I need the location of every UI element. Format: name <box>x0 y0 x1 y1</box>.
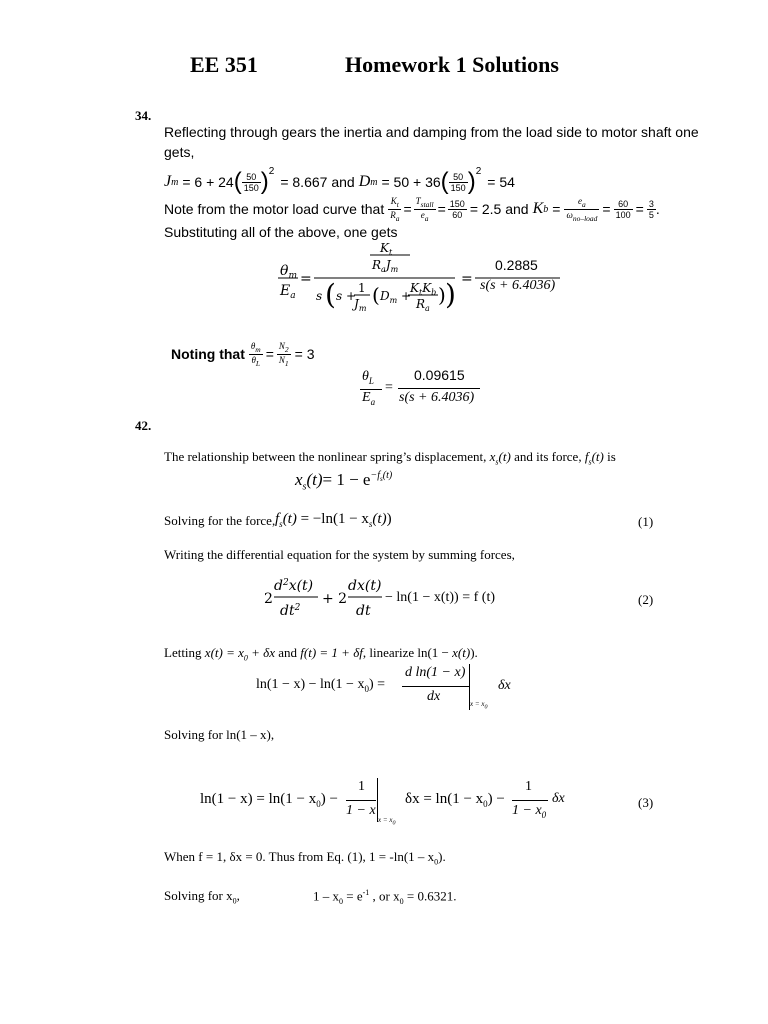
ra-jm: $R_aJ_m$ <box>372 258 399 274</box>
jm-square: 2 <box>268 166 275 177</box>
lin-lhs: $\ln(1 - x) - \ln(1 - x_0)$ = <box>256 677 386 694</box>
eq3-bar-b <box>512 800 548 801</box>
lin-num: d ln(1 − x) <box>405 665 466 680</box>
eq2-dt2: $dt^2$ <box>280 603 301 619</box>
dm-paren-close: ) <box>467 168 476 195</box>
eq2-plus: + 2 <box>322 591 348 607</box>
big-paren-open: ( <box>325 278 336 311</box>
letting-text: Letting $x(t) = x_0 + \delta x$ and f(t) = 1 + δf, linearize ln(1 − x(t)). <box>164 645 478 663</box>
frac-5: 5 <box>648 209 654 220</box>
kt-over-ra: $\frac{K_t}{R_a}$ <box>390 195 400 223</box>
s-plus: s + <box>336 289 357 303</box>
course-code: EE 351 <box>190 52 258 77</box>
equals-1: = <box>403 201 412 217</box>
kb-symbol: K <box>532 200 544 217</box>
lin-eval: $x = x_0$ <box>470 700 488 711</box>
equals-4: = <box>602 201 611 217</box>
ktkb-top: $K_tK_b$ <box>410 281 437 297</box>
tstall-over-ea: $\frac{T_{stall}}{e_a}$ <box>415 195 434 223</box>
ea-over-omega: $\frac{e_a}{\omega_{no-load}}$ <box>566 195 598 223</box>
kt-value: = 2.5 and <box>469 201 529 217</box>
eq2-d2x: $d^2x(t)$ <box>274 578 314 594</box>
ea-den-symbol: $E_a$ <box>280 283 296 301</box>
frac-3: 3 <box>648 198 654 209</box>
theta-l-symbol: $\theta_L$ <box>362 369 374 386</box>
eq3-label: (3) <box>638 795 654 810</box>
note-period: . <box>655 201 660 217</box>
delta-x-2: δx <box>552 791 565 806</box>
eq2-label: (2) <box>638 592 654 607</box>
noting-that-line: Noting that $\frac{\theta_m}{\theta_L}$ = $\frac{N_2}{N_1}$ = 3 <box>171 340 315 368</box>
noting-value: = 3 <box>294 346 315 362</box>
dm-symbol: D <box>358 173 371 190</box>
solving-x0-text: Solving for $x_0$, <box>164 888 240 906</box>
tf2-den: s(s + 6.4036) <box>399 390 475 405</box>
omega-symbol: ω <box>566 209 573 220</box>
stall-sub: stall <box>420 199 434 209</box>
frac-3-5 <box>647 199 656 220</box>
inner-paren-open: ( <box>372 283 380 307</box>
jm-expr: = 6 + 24 <box>182 174 234 190</box>
eq3-den-a: 1 − x <box>346 803 376 818</box>
inner-paren-close: ) <box>438 283 446 307</box>
eq3-one-a: 1 <box>358 779 365 794</box>
solving-ln-text: Solving for ln(1 – x), <box>164 727 275 742</box>
frac-60: 60 <box>452 209 463 220</box>
page-title: Homework 1 Solutions <box>345 52 559 77</box>
theta-ratio: $\frac{\theta_m}{\theta_L}$ <box>250 340 261 368</box>
n-ratio: $\frac{N_2}{N_1}$ <box>278 340 289 368</box>
delta-x-1: δx <box>498 678 511 693</box>
s-den: s <box>316 289 323 303</box>
jm-fraction <box>242 172 261 193</box>
substituting-text: Substituting all of the above, one gets <box>164 224 398 240</box>
big-paren-close: ) <box>445 278 456 311</box>
jm-den: $J_m$ <box>354 297 367 313</box>
solving-force-text: Solving for the force, <box>164 513 276 528</box>
tf2-bar <box>398 388 480 389</box>
frac-60-100 <box>614 199 633 220</box>
ea-symbol-2: $E_a$ <box>362 390 376 407</box>
dm-frac-num: 50 <box>449 172 468 183</box>
equals-5: = <box>635 201 644 217</box>
eq3-bar-a <box>346 800 376 801</box>
tf2-num: 0.09615 <box>414 367 465 383</box>
eq2-coef1: 2 <box>264 591 273 607</box>
dm-value: = 54 <box>487 174 515 190</box>
tf1-result-den: s(s + 6.4036) <box>480 278 556 293</box>
note-prefix: Note from the motor load curve that <box>164 201 385 217</box>
x0-result: $1 - x_0 = e^{-1}$ , or $x_0 = 0.6321$. <box>313 888 457 906</box>
writing-text: Writing the differential equation for the system by summing forces, <box>164 547 515 562</box>
eq-motor-constants: Note from the motor load curve that $\frac{K_t}{R_a}$ = $\frac{T_{stall}}{e_a}$ = $\frac{150}{60}$ = 2.5 and K b = $\frac{e_a}{\omega_{no-load}}$ = $\frac{60}{100}$ = $\frac{3}{5}$ . <box>164 195 660 223</box>
dm-plus: $D_m$ + <box>380 289 412 305</box>
theta-m-symbol: $\theta_m$ <box>280 263 297 281</box>
eq1: $f_s(t) = -\ln(1 - x_s(t))$ <box>275 511 392 529</box>
ra-symbol: R <box>390 209 396 220</box>
jm-symbol: J <box>164 173 172 190</box>
ea-symbol: e <box>420 209 425 220</box>
eq1-label: (1) <box>638 514 654 529</box>
eq3-den-b: $1 - x_0$ <box>512 803 547 820</box>
frac-60b: 60 <box>614 199 633 210</box>
jm-sub: m <box>171 176 179 188</box>
dm-sub: m <box>370 176 378 188</box>
problem-34-number: 34. <box>135 108 152 123</box>
equals-6: = <box>300 271 312 287</box>
noting-prefix: Noting that <box>171 346 245 362</box>
jm-paren-open: ( <box>233 168 242 195</box>
equals-7: = <box>461 271 473 287</box>
jm-paren-close: ) <box>260 168 269 195</box>
ra-den2: $R_a$ <box>416 297 430 313</box>
when-text: When f = 1, δx = 0. Thus from Eq. (1), $1 = -\ln(1 - x_0)$. <box>164 849 446 867</box>
eq2-dx: dx(t) <box>348 578 382 594</box>
eq3-lhs: $\ln(1 - x) = \ln(1 - x_0)$ − <box>200 791 338 809</box>
equals-2: = <box>437 201 446 217</box>
eq3-one-b: 1 <box>525 779 532 794</box>
eq-xs: $x_s(t)= 1 - e^{-f_s(t)}$ <box>295 470 393 493</box>
noload-sub: no–load <box>572 213 598 223</box>
eq3-mid: $\delta x = \ln(1 - x_0)$ − <box>405 791 505 809</box>
jm-frac-den: 150 <box>243 182 259 193</box>
frac-150-60 <box>448 199 467 220</box>
frac-100: 100 <box>615 209 631 220</box>
tf1-result-num: 0.2885 <box>495 257 538 273</box>
jm-frac-num: 50 <box>242 172 261 183</box>
problem-34-intro-line2: gets, <box>164 144 195 160</box>
eq2-dt: dt <box>356 603 371 619</box>
dm-expr: = 50 + 36 <box>381 174 441 190</box>
kt-top: $K_t$ <box>380 241 393 257</box>
problem-42-number: 42. <box>135 418 152 433</box>
lin-bar <box>402 686 470 687</box>
lin-den: dx <box>427 689 441 704</box>
frac-150: 150 <box>449 198 465 209</box>
problem-34-intro-line1: Reflecting through gears the inertia and damping from the load side to motor shaft one <box>164 124 699 140</box>
dm-paren-open: ( <box>440 168 449 195</box>
equals-3: = <box>552 201 561 217</box>
eq2-tail: − ln(1 − x(t)) = f (t) <box>385 590 495 605</box>
dm-fraction <box>449 172 468 193</box>
relationship-text: The relationship between the nonlinear spring’s displacement, $x_s(t)$ and its force, $f_s(t)$ is <box>164 449 616 467</box>
kt-symbol: K <box>390 195 397 206</box>
dm-square: 2 <box>475 166 482 177</box>
eq3-eval: $x = x_0$ <box>378 816 396 827</box>
one-top: 1 <box>358 281 366 295</box>
tstall-symbol: T <box>415 195 421 206</box>
dm-frac-den: 150 <box>450 182 466 193</box>
jm-value: = 8.667 and <box>280 174 355 190</box>
equals-8: = <box>385 380 393 395</box>
